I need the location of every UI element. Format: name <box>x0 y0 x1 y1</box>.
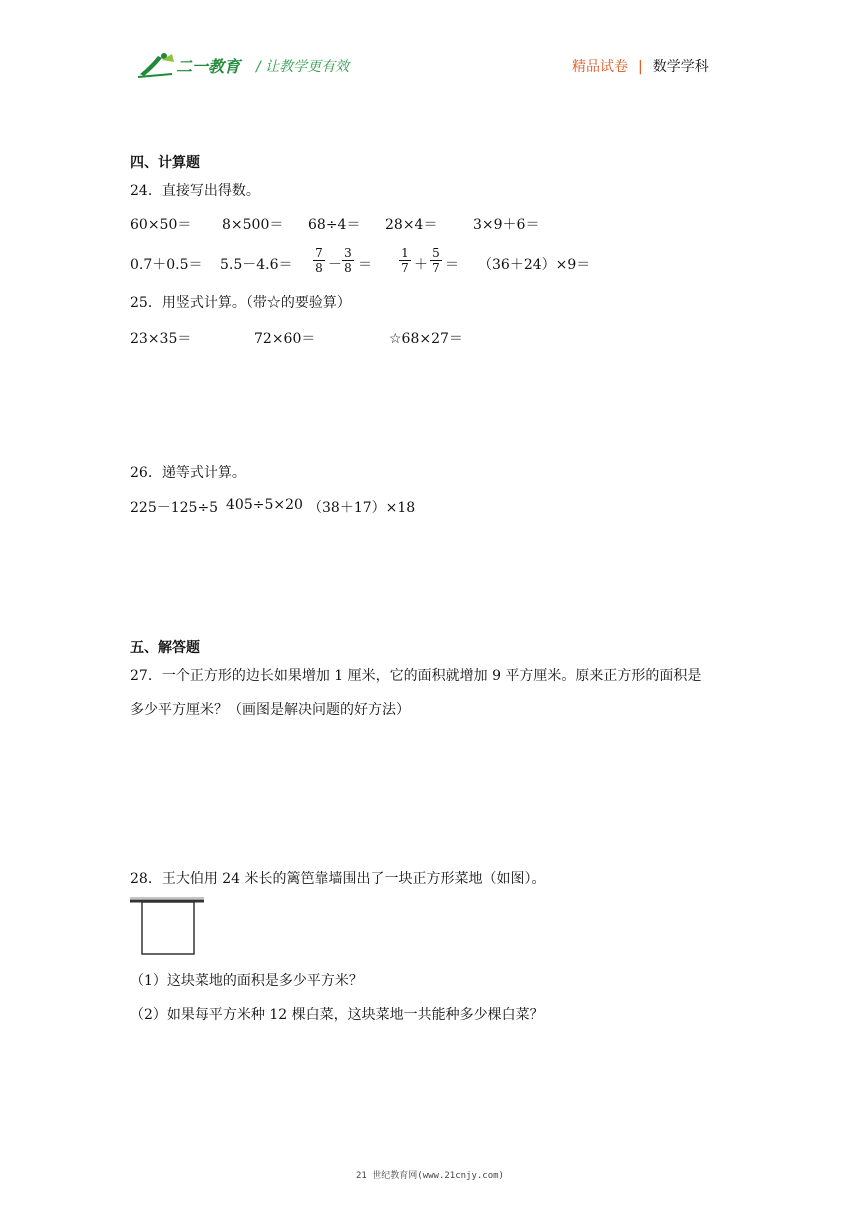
q28-label: 28．王大伯用 24 米长的篱笆靠墙围出了一块正方形菜地（如图）。 <box>130 871 546 887</box>
header-label-subject: 数学学科 <box>652 59 709 75</box>
fraction-denominator: 8 <box>315 261 323 275</box>
fraction-3-8 <box>342 246 354 275</box>
logo-text: 二一教育 <box>176 57 241 76</box>
q27-line-2: 多少平方厘米？（画图是解决问题的好方法） <box>130 702 410 718</box>
q24-item-2: 8×500＝ <box>222 217 284 233</box>
q24-label: 24．直接写出得数。 <box>130 183 260 199</box>
q27-line-1: 27．一个正方形的边长如果增加 1 厘米，它的面积就增加 9 平方厘米。原来正方形的面积是 <box>130 668 702 684</box>
q24-item-5: 3×9＋6＝ <box>473 217 540 233</box>
q28-sub-1: （1）这块菜地的面积是多少平方米？ <box>130 973 363 989</box>
q26-item-1: 225－125÷5 <box>130 500 219 516</box>
section-4-title: 四、计算题 <box>130 155 200 171</box>
equals-sign: ＝ <box>445 257 459 273</box>
minus-sign: － <box>328 257 342 273</box>
fraction-numerator: 5 <box>432 246 440 260</box>
fraction-denominator: 8 <box>344 261 352 275</box>
q26-label: 26．递等式计算。 <box>130 465 246 481</box>
q24-item-3: 68÷4＝ <box>308 217 361 233</box>
fraction-numerator: 3 <box>344 246 352 260</box>
q25-item-1: 23×35＝ <box>130 331 192 347</box>
fraction-numerator: 7 <box>315 246 323 260</box>
square-garden-figure <box>130 896 204 956</box>
fraction-denominator: 7 <box>432 261 440 275</box>
q25-label: 25．用竖式计算。（带☆的要验算） <box>130 295 351 311</box>
q24-item-6: 0.7＋0.5＝ <box>130 257 203 273</box>
logo <box>136 50 246 80</box>
header-separator: | <box>638 59 643 75</box>
header-right <box>572 56 709 76</box>
section-5-title: 五、解答题 <box>130 640 200 656</box>
q24-item-10: （36＋24）×9＝ <box>478 257 591 273</box>
equals-sign: ＝ <box>358 257 372 273</box>
footer: 21 世纪教育网(www.21cnjy.com) <box>356 1171 504 1181</box>
fraction-1-7 <box>399 246 411 275</box>
plus-sign: ＋ <box>414 257 428 273</box>
q25-item-3: ☆68×27＝ <box>389 331 463 347</box>
runner-logo-icon <box>136 50 176 80</box>
q24-item-7: 5.5－4.6＝ <box>220 257 293 273</box>
q24-item-4: 28×4＝ <box>385 217 438 233</box>
q24-item-1: 60×50＝ <box>130 217 192 233</box>
q25-item-2: 72×60＝ <box>254 331 316 347</box>
header-label-premium: 精品试卷 <box>572 59 628 75</box>
q26-item-2: 405÷5×20 <box>226 497 303 513</box>
fraction-5-7 <box>430 246 442 275</box>
q26-item-3: （38＋17）×18 <box>308 500 416 516</box>
fraction-numerator: 1 <box>401 246 409 260</box>
q28-sub-2: （2）如果每平方米种 12 棵白菜，这块菜地一共能种多少棵白菜？ <box>130 1007 544 1023</box>
slogan: / 让教学更有效 <box>256 59 350 75</box>
fraction-7-8 <box>313 246 325 275</box>
fraction-denominator: 7 <box>401 261 409 275</box>
